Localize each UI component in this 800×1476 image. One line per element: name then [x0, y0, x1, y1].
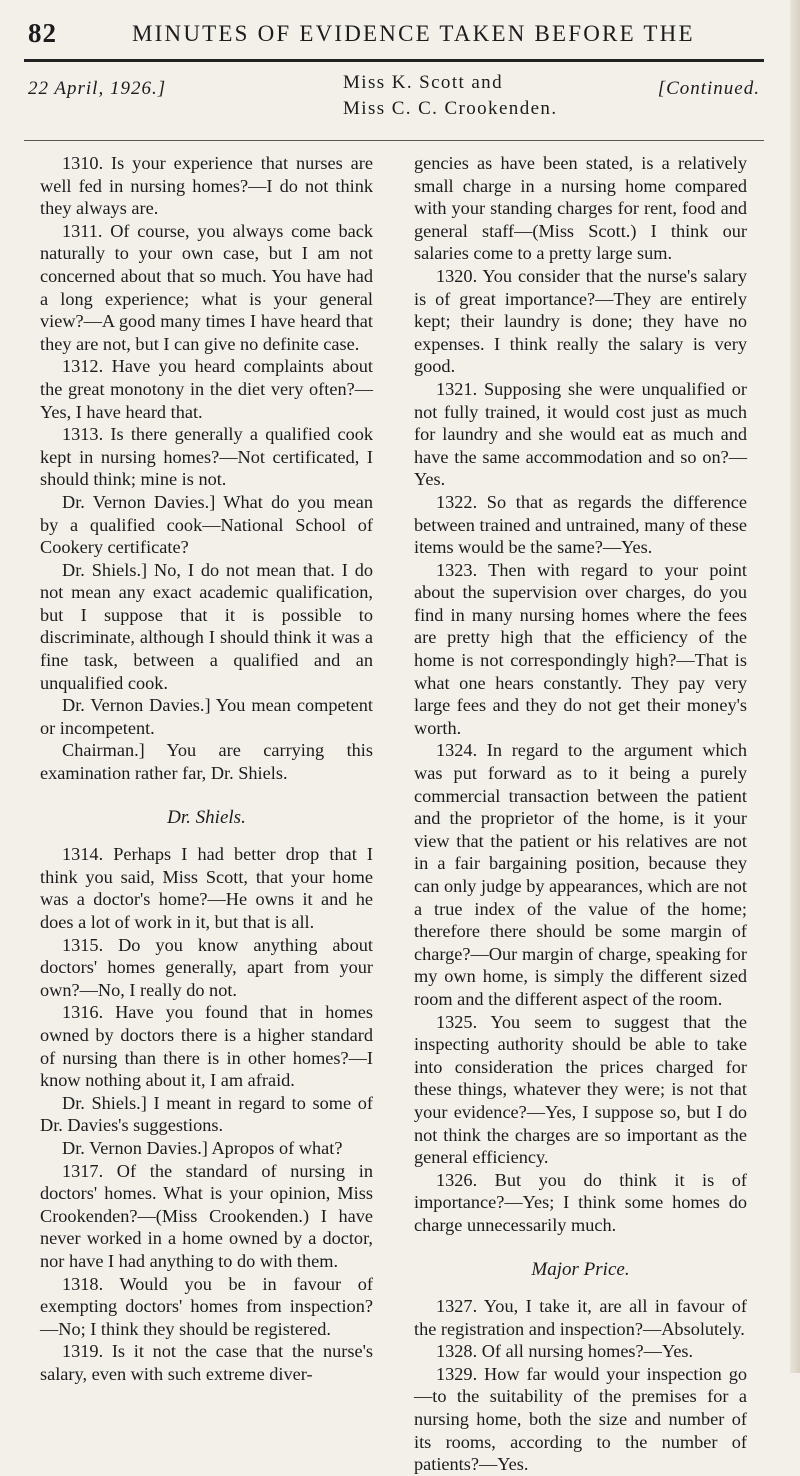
paragraph: 1322. So that as regards the difference between trained and untrained, many of these items would be the same?—Yes.	[414, 491, 747, 558]
paragraph: 1317. Of the standard of nursing in doctors' homes. What is your opinion, Miss Crookenden?—(Miss Crookenden.) I have never worked in a home owned by a doctor, nor have I had anything to do with them.	[40, 1160, 373, 1271]
paragraph: Dr. Vernon Davies.] What do you mean by a qualified cook—National School of Cookery certificate?	[40, 491, 373, 558]
session-date: 22 April, 1926.]	[28, 78, 167, 99]
paragraph: gencies as have been stated, is a relatively small charge in a nursing home compared with your standing charges for rent, food and general staff—(Miss Scott.) I think our salaries come to a pretty large sum.	[414, 153, 747, 264]
paragraph: 1315. Do you know anything about doctors' homes generally, apart from your own?—No, I really do not.	[40, 934, 373, 1000]
paragraph: 1319. Is it not the case that the nurse's salary, even with such extreme diver-	[40, 1341, 373, 1384]
paragraph: 1323. Then with regard to your point about the supervision over charges, do you find in many nursing homes where the fees are pretty high that the efficiency of the home is not correspondingly high?—That is what one hears constantly. They pay very large fees and they do not get their money's worth.	[414, 559, 747, 738]
paragraph: 1326. But you do think it is of importance?—Yes; I think some homes do charge unnecessarily much.	[414, 1169, 747, 1235]
paragraph: 1320. You consider that the nurse's salary is of great importance?—They are entirely kept; their laundry is done; they have no expenses. I think really the salary is very good.	[414, 265, 747, 377]
paragraph: Chairman.] You are carrying this examination rather far, Dr. Shiels.	[40, 740, 373, 784]
subheader	[28, 70, 760, 126]
paragraph: 1313. Is there generally a qualified cook kept in nursing homes?—Not certificated, I should think; mine is not.	[40, 424, 373, 490]
running-title: MINUTES OF EVIDENCE TAKEN BEFORE THE	[132, 21, 695, 46]
paragraph: 1318. Would you be in favour of exempting doctors' homes from inspection?—No; I think they should be registered.	[40, 1273, 373, 1339]
section-heading: Major Price.	[531, 1258, 630, 1280]
paragraph: 1327. You, I take it, are all in favour of the registration and inspection?—Absolutely.	[414, 1296, 747, 1339]
running-header	[28, 18, 760, 52]
page-edge-shadow	[790, 0, 800, 1373]
page-number: 82	[28, 18, 57, 48]
paragraph: 1311. Of course, you always come back naturally to your own case, but I am not concerned about that so much. You have had a long experience; what is your general view?—A good many times I have heard that they are not, but I can give no definite case.	[40, 220, 373, 354]
subheader-rule	[24, 140, 764, 141]
witness-line-1: Miss K. Scott and	[343, 72, 503, 93]
paragraph: Dr. Vernon Davies.] Apropos of what?	[62, 1137, 343, 1158]
continued-label: [Continued.	[657, 78, 760, 99]
section-heading: Dr. Shiels.	[167, 806, 246, 828]
paragraph: 1321. Supposing she were unqualified or not fully trained, it would cost just as much for laundry and she would eat as much and have the same accommodation and so on?—Yes.	[414, 378, 747, 490]
header-rule	[24, 59, 764, 62]
witness-names	[343, 70, 557, 122]
paragraph: 1312. Have you heard complaints about the great monotony in the diet very often?—Yes, I have heard that.	[40, 356, 373, 422]
paragraph: 1328. Of all nursing homes?—Yes.	[436, 1341, 694, 1362]
paragraph: 1310. Is your experience that nurses are well fed in nursing homes?—I do not think they always are.	[40, 153, 373, 219]
paragraph: 1324. In regard to the argument which was put forward as to it being a purely commercial transaction between the patient and the proprietor of the home, is it your view that the patient or his relatives are not in a fair bargaining position, because they can only judge by appearances, which are not a true index of the value of the home; therefore there should be some margin of charge?—Our margin of charge, speaking for my own home, is simply the different sized room and the different aspect of the room.	[414, 740, 747, 1009]
paragraph: 1316. Have you found that in homes owned by doctors there is a higher standard of nursing than there is in other homes?—I know nothing about it, I am afraid.	[40, 1002, 373, 1091]
paragraph: Dr. Vernon Davies.] You mean competent or incompetent.	[40, 695, 373, 738]
paragraph: Dr. Shiels.] No, I do not mean that. I do not mean any exact academic qualification, but I suppose that it is possible to discriminate, although I should think it was a fine task, between a qualified and an unqualified cook.	[40, 559, 373, 693]
witness-line-2: Miss C. C. Crookenden.	[343, 98, 558, 119]
left-column	[40, 152, 373, 1385]
right-column	[414, 152, 747, 1476]
paragraph: 1325. You seem to suggest that the inspecting authority should be able to take into consideration the prices charged for these things, whatever they were; is not that your evidence?—Yes, I suppose so, but I do not think the charges are so important as the general efficiency.	[414, 1011, 747, 1168]
paragraph: 1329. How far would your inspection go—to the suitability of the premises for a nursing home, both the size and number of its rooms, according to the number of patients?—Yes.	[414, 1363, 747, 1475]
paragraph: Dr. Shiels.] I meant in regard to some of Dr. Davies's suggestions.	[40, 1092, 373, 1136]
paragraph: 1314. Perhaps I had better drop that I think you said, Miss Scott, that your home was a doctor's home?—He owns it and he does a lot of work in it, but that is all.	[40, 844, 373, 932]
